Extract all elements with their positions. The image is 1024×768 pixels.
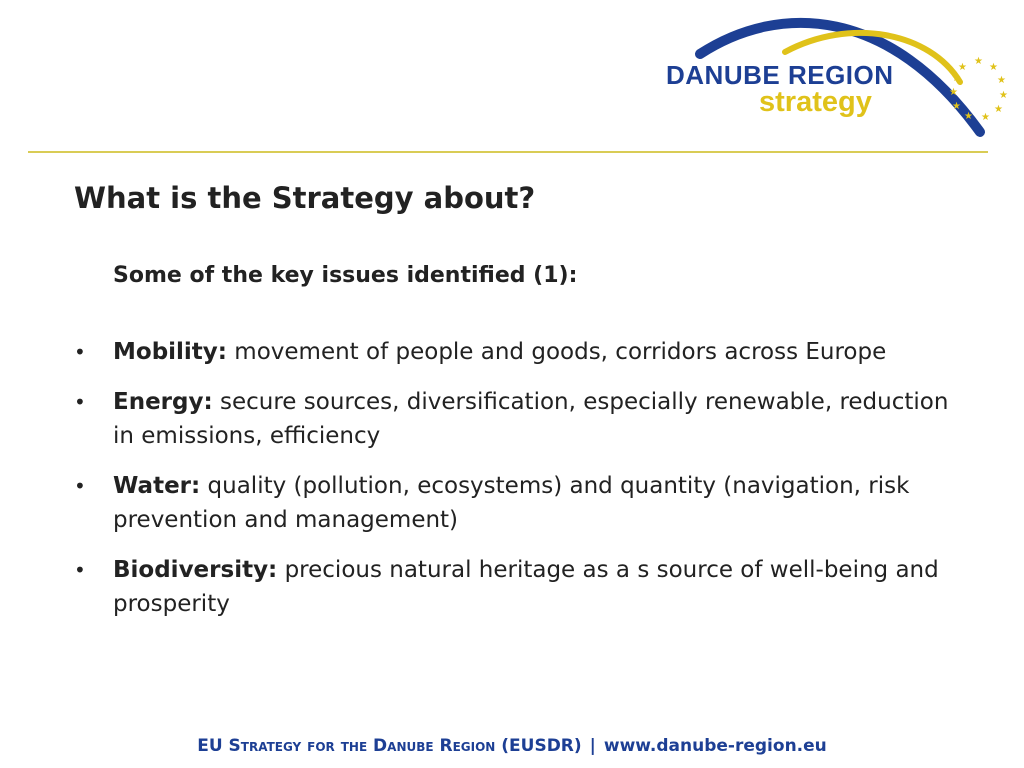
bullet-term: Water: [113,473,201,499]
list-item-mobility [74,335,974,369]
svg-text:★: ★ [997,75,1006,86]
bullet-term: Mobility: [113,339,227,365]
bullet-icon: • [74,340,86,364]
list-item-energy [74,385,974,453]
footer-label: EU Strategy for the Danube Region (EUSDR) [197,736,582,756]
footer [0,736,1024,756]
logo-title: DANUBE REGION [666,60,894,90]
list-item-biodiversity [74,553,974,621]
bullet-icon: • [74,558,86,582]
list-item-water [74,469,974,537]
danube-region-logo [660,12,1010,142]
bullet-text: precious natural heritage as a s source of well-being and prosperity [113,557,939,617]
logo-subtitle: strategy [759,86,872,118]
svg-text:★: ★ [949,87,958,98]
key-issues-list [74,335,974,637]
svg-text:★: ★ [999,90,1008,101]
svg-text:★: ★ [952,73,961,84]
bullet-text: movement of people and goods, corridors across Europe [227,339,887,365]
footer-url-link[interactable]: www.danube-region.eu [603,736,827,756]
bullet-term: Energy: [113,389,213,415]
slide-subtitle: Some of the key issues identified (1): [113,263,578,288]
svg-text:★: ★ [958,62,967,73]
bullet-icon: • [74,474,86,498]
bullet-text: quality (pollution, ecosystems) and quantity (navigation, risk prevention and management) [113,473,910,533]
footer-separator: | [589,736,596,756]
slide-title: What is the Strategy about? [74,181,536,215]
bullet-text: secure sources, diversification, especially renewable, reduction in emissions, efficiency [113,389,949,449]
svg-text:★: ★ [989,62,998,73]
bullet-term: Biodiversity: [113,557,278,583]
svg-text:★: ★ [994,104,1003,115]
svg-text:★: ★ [964,111,973,122]
header-divider [28,151,988,153]
svg-text:★: ★ [974,56,983,67]
svg-text:★: ★ [981,112,990,123]
bullet-icon: • [74,390,86,414]
svg-text:★: ★ [952,101,961,112]
